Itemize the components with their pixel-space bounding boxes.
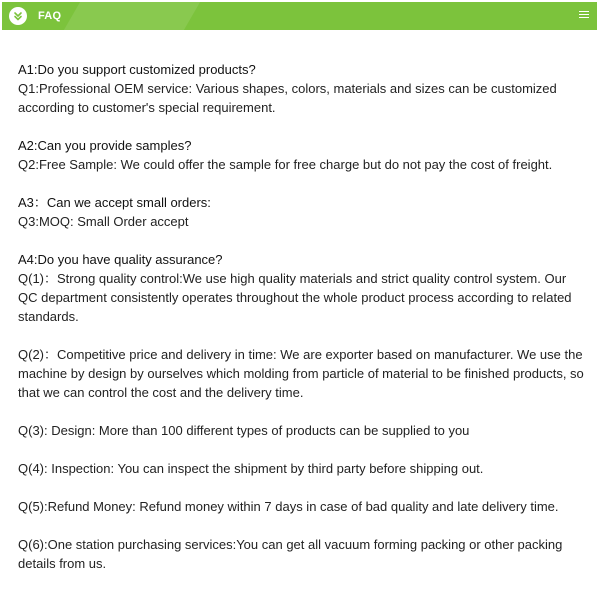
faq-answer: Q(5):Refund Money: Refund money within 7 days in case of bad quality and late delivery time.	[18, 499, 559, 514]
menu-line	[579, 11, 589, 12]
menu-line	[579, 17, 589, 18]
faq-answer-block	[18, 497, 588, 516]
faq-answer: Q2:Free Sample: We could offer the sample for free charge but do not pay the cost of freight.	[18, 157, 553, 172]
menu-line	[579, 14, 589, 15]
faq-answer: Q(6):One station purchasing services:You can get all vacuum forming packing or other packing details from us.	[18, 537, 563, 571]
faq-item	[18, 60, 588, 117]
faq-item	[18, 136, 588, 174]
page-title: FAQ	[38, 10, 62, 22]
faq-header-bar	[2, 2, 597, 30]
faq-answer: Q1:Professional OEM service: Various shapes, colors, materials and sizes can be customized according to customer's special requirement.	[18, 81, 557, 115]
faq-question: A2:Can you provide samples?	[18, 138, 192, 153]
faq-question: A3：Can we accept small orders:	[18, 195, 211, 210]
faq-answer: Q(2)：Competitive price and delivery in time: We are exporter based on manufacturer. We use the machine by design by ourselves which molding from particle of material to be finished products, so that we can control the cost and the delivery time.	[18, 347, 584, 400]
faq-question: A1:Do you support customized products?	[18, 62, 256, 77]
faq-answer-block	[18, 535, 588, 573]
faq-answer-block	[18, 459, 588, 478]
faq-content	[18, 60, 588, 592]
faq-answer: Q(1)：Strong quality control:We use high quality materials and strict quality control system. Our QC department consistently operates throughout the whole product process according to related standards.	[18, 271, 572, 324]
faq-item	[18, 193, 588, 231]
faq-answer: Q(4): Inspection: You can inspect the shipment by third party before shipping out.	[18, 461, 484, 476]
faq-item	[18, 250, 588, 326]
faq-answer: Q(3): Design: More than 100 different types of products can be supplied to you	[18, 423, 470, 438]
faq-answer: Q3:MOQ: Small Order accept	[18, 214, 189, 229]
hamburger-menu-icon[interactable]	[579, 11, 589, 21]
faq-answer-block	[18, 421, 588, 440]
faq-question: A4:Do you have quality assurance?	[18, 252, 223, 267]
chevron-down-circle-icon	[9, 7, 27, 25]
faq-answer-block	[18, 345, 588, 402]
